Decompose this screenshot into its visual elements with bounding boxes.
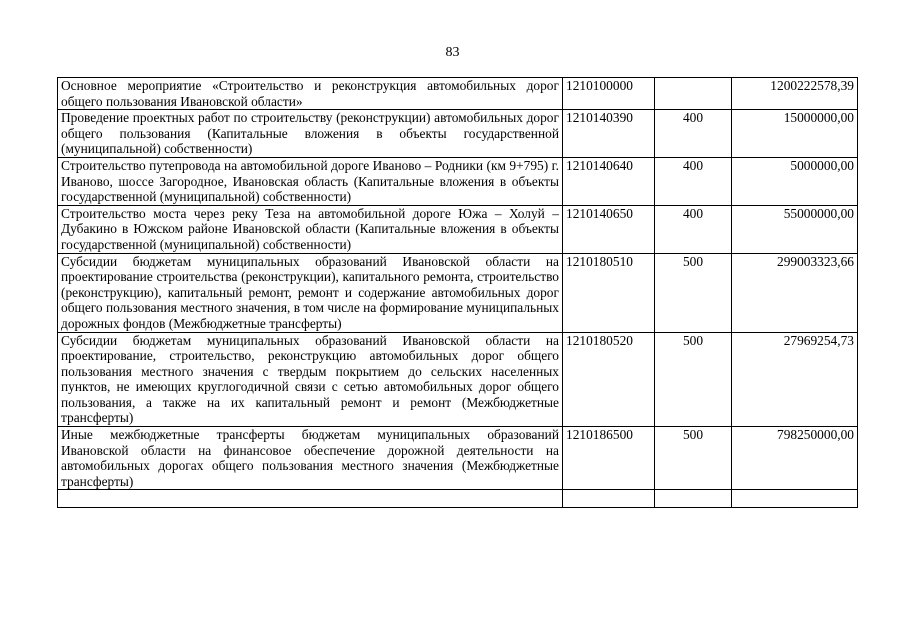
- row-code: 1210180510: [563, 253, 655, 332]
- row-description: Иные межбюджетные трансферты бюджетам муниципальных образований Ивановской области на финансовое обеспечение дорожной деятельности на автомобильных дорогах общего пользования местного значения (Межбюджетные трансферты): [58, 427, 563, 490]
- row-amount: 299003323,66: [732, 253, 858, 332]
- row-code: 1210186500: [563, 427, 655, 490]
- table-row: [58, 205, 858, 253]
- row-amount: 5000000,00: [732, 157, 858, 205]
- row-expense-type: 400: [655, 110, 732, 158]
- row-code: 1210140390: [563, 110, 655, 158]
- spacer-cell: [655, 490, 732, 508]
- budget-table: [57, 77, 858, 508]
- table-row-spacer: [58, 490, 858, 508]
- table-row: [58, 78, 858, 110]
- spacer-cell: [563, 490, 655, 508]
- row-amount: 15000000,00: [732, 110, 858, 158]
- row-description: Субсидии бюджетам муниципальных образований Ивановской области на проектирование строительства (реконструкции), капитального ремонта, строительство (реконструкцию), капитальный ремонт, ремонт и содержание автомобильных дорог общего пользования местного значения, в том числе на формирование муниципальных дорожных фондов (Межбюджетные трансферты): [58, 253, 563, 332]
- row-description: Строительство моста через реку Теза на автомобильной дороге Южа – Холуй – Дубакино в Южском районе Ивановской области (Капитальные вложения в объекты государственной (муниципальной) собственности): [58, 205, 563, 253]
- table-row: [58, 427, 858, 490]
- row-expense-type: 400: [655, 205, 732, 253]
- row-expense-type: [655, 78, 732, 110]
- row-description: Субсидии бюджетам муниципальных образований Ивановской области на проектирование, строительство, реконструкцию автомобильных дорог общего пользования местного значения с твердым покрытием до сельских населенных пунктов, не имеющих круглогодичной связи с сетью автомобильных дорог общего пользования, а также на их капитальный ремонт и ремонт (Межбюджетные трансферты): [58, 332, 563, 427]
- row-description: Основное мероприятие «Строительство и реконструкция автомобильных дорог общего пользования Ивановской области»: [58, 78, 563, 110]
- page-number: 83: [445, 45, 460, 60]
- row-amount: 55000000,00: [732, 205, 858, 253]
- row-code: 1210140640: [563, 157, 655, 205]
- table-row: [58, 110, 858, 158]
- row-expense-type: 500: [655, 427, 732, 490]
- row-expense-type: 400: [655, 157, 732, 205]
- row-expense-type: 500: [655, 332, 732, 427]
- table-row: [58, 253, 858, 332]
- row-amount: 798250000,00: [732, 427, 858, 490]
- row-code: 1210100000: [563, 78, 655, 110]
- table-row: [58, 157, 858, 205]
- row-code: 1210180520: [563, 332, 655, 427]
- row-description: Строительство путепровода на автомобильной дороге Иваново – Родники (км 9+795) г. Иваново, шоссе Загородное, Ивановская область (Капитальные вложения в объекты государственной (муниципальной) собственности): [58, 157, 563, 205]
- row-description: Проведение проектных работ по строительству (реконструкции) автомобильных дорог общего пользования (Капитальные вложения в объекты государственной (муниципальной) собственности): [58, 110, 563, 158]
- table-row: [58, 332, 858, 427]
- row-expense-type: 500: [655, 253, 732, 332]
- row-amount: 1200222578,39: [732, 78, 858, 110]
- row-code: 1210140650: [563, 205, 655, 253]
- spacer-cell: [732, 490, 858, 508]
- row-amount: 27969254,73: [732, 332, 858, 427]
- spacer-cell: [58, 490, 563, 508]
